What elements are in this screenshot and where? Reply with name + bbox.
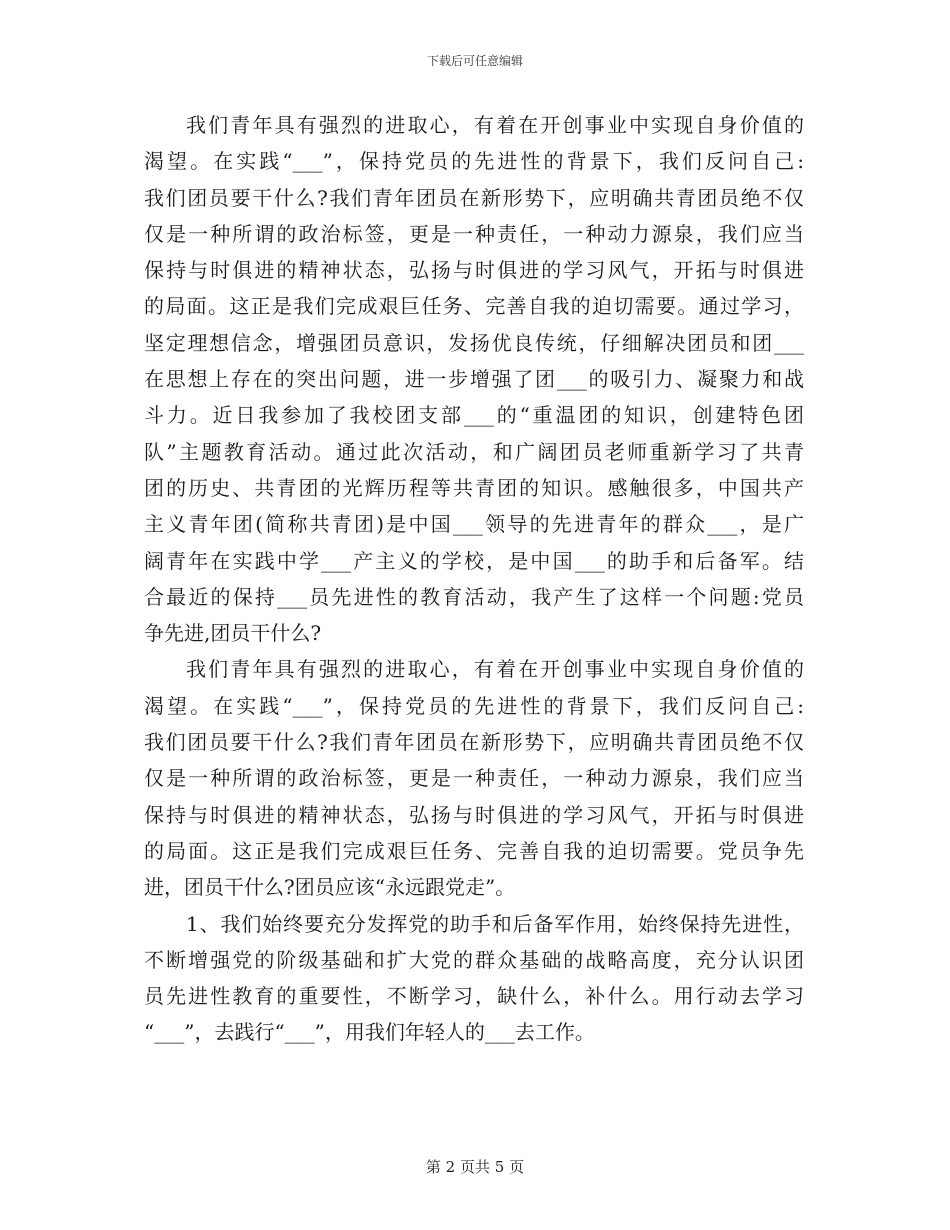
text-line: 斗力。近日我参加了我校团支部___的“重温团的知识，创建特色团: [144, 403, 804, 428]
text-line: 保持与时俱进的精神状态，弘扬与时俱进的学习风气，开拓与时俱进: [144, 802, 804, 827]
text-line: 阔青年在实践中学___产主义的学校，是中国___的助手和后备军。结: [144, 548, 804, 573]
text-line: 保持与时俱进的精神状态，弘扬与时俱进的学习风气，开拓与时俱进: [144, 258, 804, 283]
document-body: [144, 107, 804, 1051]
text-line: 的局面。这正是我们完成艰巨任务、完善自我的迫切需要。党员争先: [144, 838, 804, 863]
text-line: 我们团员要干什么?我们青年团员在新形势下，应明确共青团员绝不仅: [144, 730, 804, 755]
text-line: 渴望。在实践“___”，保持党员的先进性的背景下，我们反问自己:: [144, 149, 804, 174]
text-line: 在思想上存在的突出问题，进一步增强了团___的吸引力、凝聚力和战: [144, 367, 804, 392]
page-footer: 第 2 页共 5 页: [425, 1158, 525, 1176]
text-line: 仅是一种所谓的政治标签，更是一种责任，一种动力源泉，我们应当: [144, 221, 804, 246]
page-header: 下载后可任意编辑: [426, 54, 523, 68]
text-line: 员先进性教育的重要性，不断学习，缺什么，补什么。用行动去学习: [144, 984, 804, 1009]
text-line: 仅是一种所谓的政治标签，更是一种责任，一种动力源泉，我们应当: [144, 766, 804, 791]
text-line: 1、我们始终要充分发挥党的助手和后备军作用，始终保持先进性，: [186, 911, 804, 936]
text-line: 团的历史、共青团的光辉历程等共青团的知识。感触很多，中国共产: [144, 475, 804, 500]
text-line: 合最近的保持___员先进性的教育活动，我产生了这样一个问题:党员: [144, 584, 804, 609]
text-line: 主义青年团(简称共青团)是中国___领导的先进青年的群众___，是广: [144, 512, 804, 537]
text-line: 争先进,团员干什么?: [144, 621, 322, 646]
text-line: 不断增强党的阶级基础和扩大党的群众基础的战略高度，充分认识团: [144, 947, 804, 972]
text-line: 我们青年具有强烈的进取心，有着在开创事业中实现自身价值的: [186, 657, 804, 682]
text-line: “___”，去践行“___”，用我们年轻人的___去工作。: [144, 1020, 595, 1045]
text-line: 坚定理想信念，增强团员意识，发扬优良传统，仔细解决团员和团___: [144, 330, 804, 355]
text-line: 的局面。这正是我们完成艰巨任务、完善自我的迫切需要。通过学习，: [144, 294, 804, 319]
text-line: 队”主题教育活动。通过此次活动，和广阔团员老师重新学习了共青: [144, 439, 804, 464]
text-line: 我们团员要干什么?我们青年团员在新形势下，应明确共青团员绝不仅: [144, 185, 804, 210]
text-line: 进，团员干什么?团员应该“永远跟党走”。: [144, 875, 516, 900]
text-line: 我们青年具有强烈的进取心，有着在开创事业中实现自身价值的: [186, 113, 804, 137]
text-line: 渴望。在实践“___”，保持党员的先进性的背景下，我们反问自己:: [144, 693, 804, 718]
